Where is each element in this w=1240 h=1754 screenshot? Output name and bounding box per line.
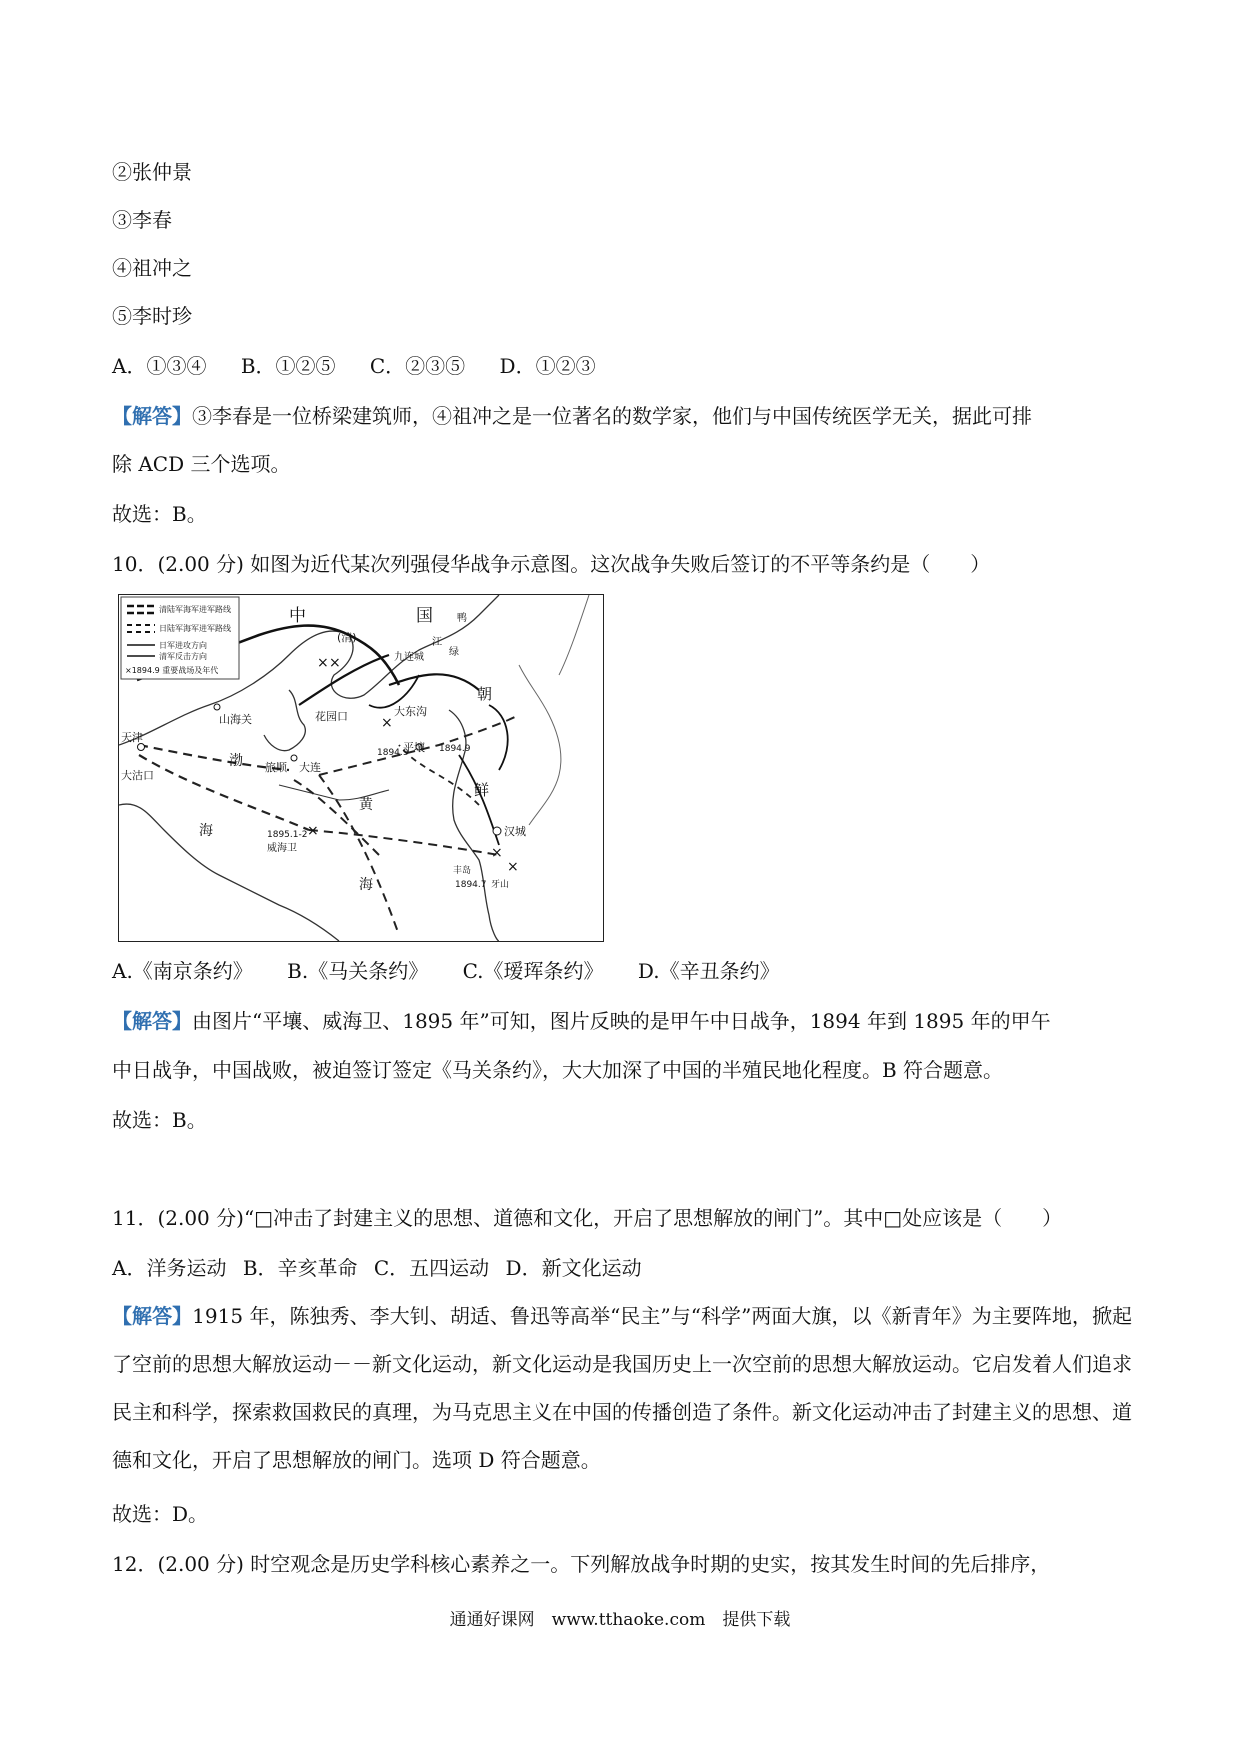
q10-choice-d: D.《辛丑条约》 xyxy=(637,959,780,983)
q10-answer-line2: 中日战争，中国战败，被迫签订签定《马关条约》，大大加深了中国的半殖民地化程度。B 符合题意。 xyxy=(112,1058,1004,1082)
label-yalu-2: 绿 xyxy=(449,647,459,658)
q9-choice-a: A．①③④ xyxy=(112,354,207,378)
q11-answer-text: 1915 年，陈独秀、李大钊、胡适、鲁迅等高举“民主”与“科学”两面大旗，以《新青年》为主要阵地，掀起了空前的思想大解放运动－－新文化运动，新文化运动是我国历史上一次空前的思想大解放运动。它启发着人们追求民主和科学，探索救国救民的真理，为马克思主义在中国的传播创造了条件。新文化运动冲击了封建主义的思想、道德和文化，开启了思想解放的闸门。选项 D 符合题意。 xyxy=(112,1304,1133,1472)
battle-marker: × xyxy=(491,845,503,861)
q9-choice-b: B．①②⑤ xyxy=(240,354,336,378)
battle-marker: × xyxy=(507,859,519,875)
q11-answer-label: 【解答】 xyxy=(112,1304,193,1328)
option-3: ③李春 xyxy=(112,208,172,232)
legend-japan: 日陆军海军进军路线 xyxy=(159,624,231,633)
q9-choice-c: C．②③⑤ xyxy=(369,354,466,378)
q9-answer-label: 【解答】 xyxy=(112,404,192,428)
legend-japan-attack: 日军进攻方向 xyxy=(159,641,207,650)
label-date-pingrang: 1894.9 xyxy=(439,744,471,754)
label-huayuankou: 花园口 xyxy=(315,710,348,723)
battle-marker: × xyxy=(329,655,341,671)
q10-answer-text: 由图片“平壤、威海卫、1895 年”可知，图片反映的是甲午中日战争，1894 年到 1895 年的甲午 xyxy=(192,1009,1051,1033)
label-guo: 国 xyxy=(416,606,433,626)
q9-answer-line1 xyxy=(112,402,1032,430)
q10-answer-line1 xyxy=(112,1007,1051,1035)
label-hancheng: 汉城 xyxy=(504,825,526,838)
q11-stem: 11．(2.00 分)“□冲击了封建主义的思想、道德和文化，开启了思想解放的闸门”。其中□处应该是（ ） xyxy=(112,1206,1063,1230)
label-dadonggou: 大东沟 xyxy=(394,705,427,718)
label-pingrang: 平壤 xyxy=(403,741,425,754)
label-lushun: 旅顺 xyxy=(265,761,287,774)
q12-stem: 12．(2.00 分) 时空观念是历史学科核心素养之一。下列解放战争时期的史实，按其发生时间的先后排序， xyxy=(112,1552,1051,1576)
legend-qing-counter: 清军反击方向 xyxy=(159,652,207,661)
war-map xyxy=(118,594,604,942)
battle-marker: × xyxy=(317,655,329,671)
label-china: 中 xyxy=(289,606,306,626)
q10-choices xyxy=(112,957,780,985)
q10-stem: 10．(2.00 分) 如图为近代某次列强侵华战争示意图。这次战争失败后签订的不平等条约是（ ） xyxy=(112,552,991,576)
label-fengdao: 丰岛 xyxy=(453,866,472,876)
page-footer: 通通好课网 www.tthaoke.com 提供下载 xyxy=(449,1610,791,1630)
label-jiuliancheng: 九连城 xyxy=(394,652,424,663)
q10-result: 故选：B。 xyxy=(112,1108,207,1132)
q9-answer-line2: 除 ACD 三个选项。 xyxy=(112,452,291,476)
label-yashan: 牙山 xyxy=(491,880,510,890)
label-dalian: 大连 xyxy=(299,761,321,774)
battle-marker: × xyxy=(307,823,319,839)
label-jiang: 江 xyxy=(432,637,442,648)
option-5: ⑤李时珍 xyxy=(112,304,192,328)
legend-qing: 清陆军海军进军路线 xyxy=(159,605,231,614)
label-date-weihaiwei: 1895.1-2 xyxy=(267,830,308,840)
label-date-fengdao: 1894.7 xyxy=(455,880,487,890)
label-hai-1: 海 xyxy=(199,823,213,839)
label-bo: 渤 xyxy=(229,753,243,769)
q9-result: 故选：B。 xyxy=(112,502,207,526)
option-2: ②张仲景 xyxy=(112,160,192,184)
q11-choice-b: B．辛亥革命 xyxy=(242,1256,358,1280)
label-yalu-1: 鸭 xyxy=(457,613,467,624)
label-xian: 鲜 xyxy=(474,781,490,799)
city-dot xyxy=(214,704,220,710)
battle-marker: × xyxy=(381,715,393,731)
label-shanhaiguan: 山海关 xyxy=(219,713,252,726)
label-huang: 黄 xyxy=(359,797,373,813)
q10-answer-label: 【解答】 xyxy=(112,1009,192,1033)
q10-choice-b: B.《马关条约》 xyxy=(287,959,429,983)
label-qing: (清) xyxy=(337,631,357,644)
q9-choice-d: D．①②③ xyxy=(499,354,596,378)
option-4: ④祖冲之 xyxy=(112,256,192,280)
q11-answer xyxy=(112,1292,1132,1484)
city-dot xyxy=(291,755,297,761)
label-dagukou: 大沽口 xyxy=(121,769,154,782)
city-dot xyxy=(493,827,501,835)
q11-choice-a: A．洋务运动 xyxy=(112,1256,227,1280)
label-chao: 朝 xyxy=(477,685,493,703)
label-tianjin: 天津 xyxy=(121,731,143,744)
label-weihaiwei: 威海卫 xyxy=(267,843,297,854)
q11-result: 故选：D。 xyxy=(112,1502,209,1526)
label-hai-2: 海 xyxy=(359,877,373,893)
q9-answer-text: ③李春是一位桥梁建筑师，④祖冲之是一位著名的数学家，他们与中国传统医学无关，据此可排 xyxy=(192,404,1032,428)
q11-choice-d: D．新文化运动 xyxy=(505,1256,642,1280)
q10-choice-a: A.《南京条约》 xyxy=(112,959,253,983)
city-dot xyxy=(138,744,145,751)
q10-choice-c: C.《瑷珲条约》 xyxy=(462,959,604,983)
q9-choices xyxy=(112,352,596,380)
q11-choice-c: C．五四运动 xyxy=(373,1256,490,1280)
legend-battle: ×1894.9 重要战场及年代 xyxy=(125,666,219,675)
label-date-dadonggou: 1894.9 xyxy=(377,748,409,758)
q11-choices xyxy=(112,1254,642,1282)
